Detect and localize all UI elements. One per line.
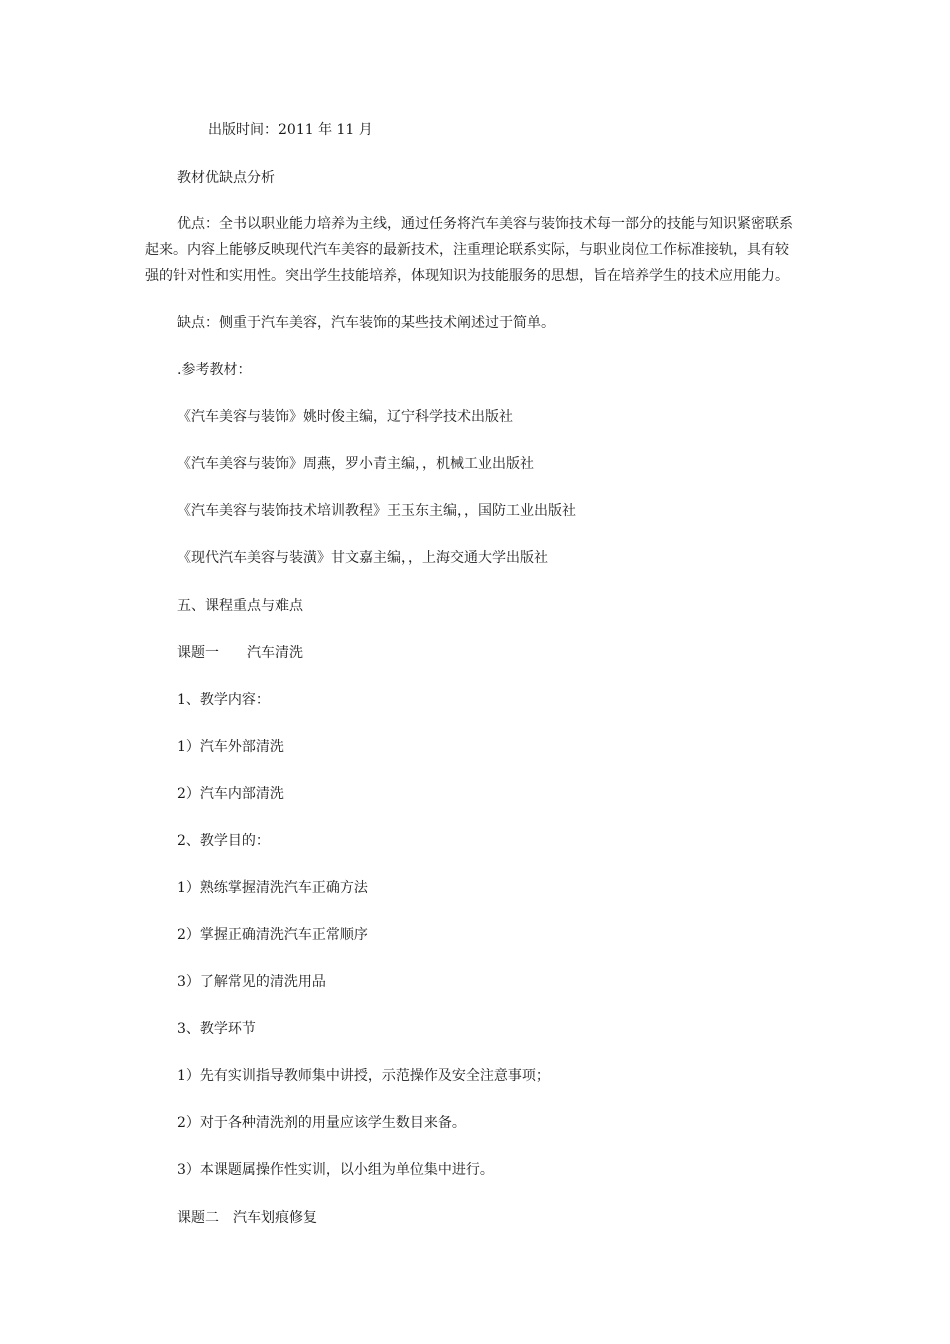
reference-heading: .参考教材： (177, 362, 252, 378)
reference-item: 《现代汽车美容与装潢》甘文嘉主编，，上海交通大学出版社 (177, 550, 548, 566)
steps-item: 2）对于各种清洗剂的用量应该学生数目来备。 (177, 1115, 466, 1131)
section-heading: 五、课程重点与难点 (177, 598, 303, 614)
steps-item: 3）本课题属操作性实训，以小组为单位集中进行。 (177, 1162, 494, 1178)
objective-item: 3）了解常见的清洗用品 (177, 974, 326, 990)
topic-heading: 课题二 汽车划痕修复 (177, 1210, 317, 1226)
pros-line: 优点：全书以职业能力培养为主线，通过任务将汽车美容与装饰技术每一部分的技能与知识紧密联系 (177, 216, 793, 232)
topic-heading: 课题一 汽车清洗 (177, 645, 303, 661)
content-heading: 1、教学内容： (177, 692, 270, 708)
steps-item: 1）先有实训指导教师集中讲授，示范操作及安全注意事项； (177, 1068, 550, 1084)
pros-line: 起来。内容上能够反映现代汽车美容的最新技术，注重理论联系实际，与职业岗位工作标准接轨，具有较 (145, 242, 789, 258)
publish-date: 出版时间：2011 年 11 月 (208, 122, 373, 138)
analysis-heading: 教材优缺点分析 (177, 170, 275, 186)
cons-paragraph: 缺点：侧重于汽车美容，汽车装饰的某些技术阐述过于简单。 (177, 315, 555, 331)
content-item: 2）汽车内部清洗 (177, 786, 284, 802)
reference-item: 《汽车美容与装饰》周燕，罗小青主编，，机械工业出版社 (177, 456, 534, 472)
objective-heading: 2、教学目的： (177, 833, 270, 849)
steps-heading: 3、教学环节 (177, 1021, 256, 1037)
reference-item: 《汽车美容与装饰技术培训教程》王玉东主编，，国防工业出版社 (177, 503, 576, 519)
reference-item: 《汽车美容与装饰》姚时俊主编，辽宁科学技术出版社 (177, 409, 513, 425)
objective-item: 2）掌握正确清洗汽车正常顺序 (177, 927, 368, 943)
objective-item: 1）熟练掌握清洗汽车正确方法 (177, 880, 368, 896)
content-item: 1）汽车外部清洗 (177, 739, 284, 755)
pros-line: 强的针对性和实用性。突出学生技能培养，体现知识为技能服务的思想，旨在培养学生的技术应用能力。 (145, 268, 789, 284)
